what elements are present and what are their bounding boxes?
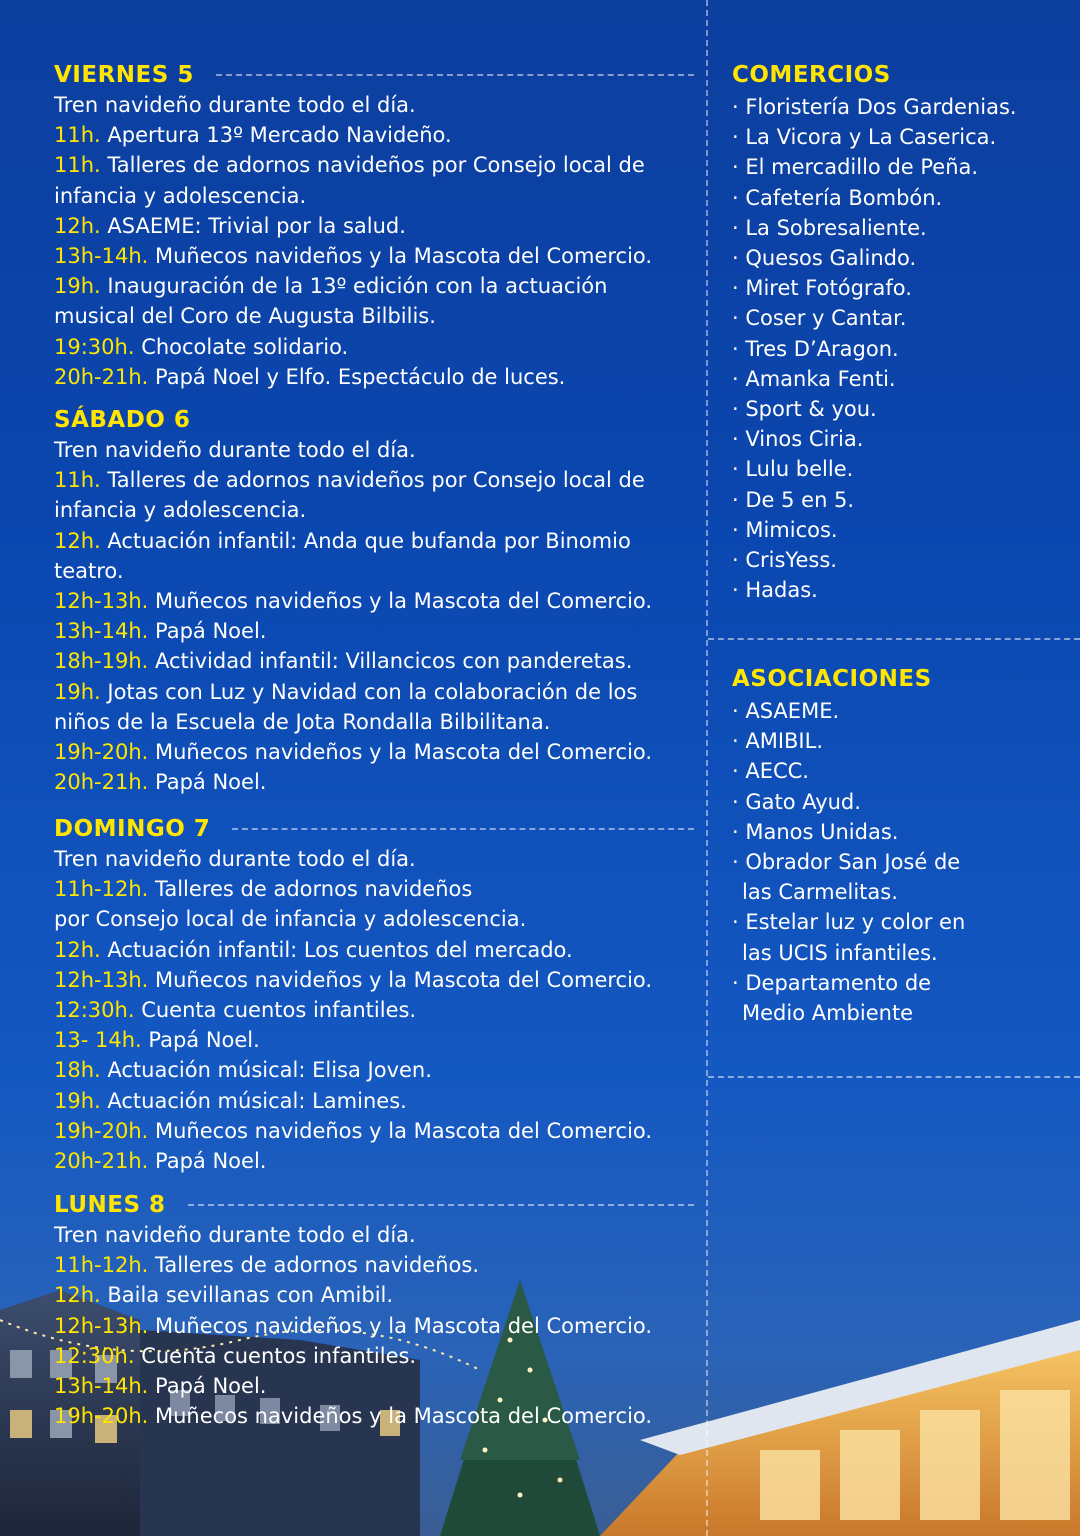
day-title: DOMINGO 7 <box>54 816 211 842</box>
event-description: Apertura 13º Mercado Navideño. <box>100 123 452 148</box>
comercios-item: · CrisYess. <box>732 548 837 573</box>
event-time: 11h. <box>54 123 101 148</box>
event-item <box>54 1220 694 1250</box>
event-item <box>54 1311 694 1341</box>
asociaciones-list <box>732 696 1052 1028</box>
dashed-divider <box>708 638 1080 640</box>
comercios-item: · Coser y Cantar. <box>732 306 907 331</box>
event-time: 12h-13h. <box>54 967 149 992</box>
comercios-item: · Hadas. <box>732 578 818 603</box>
event-description: Muñecos navideños y la Mascota del Comercio. <box>148 1313 653 1338</box>
event-time: 11h. <box>54 153 101 178</box>
event-time: 13h-14h. <box>54 619 149 644</box>
event-description: Tren navideño durante todo el día. <box>54 93 416 117</box>
dashed-divider <box>216 74 694 76</box>
event-time: 19h-20h. <box>54 1118 149 1143</box>
event-time: 20h-21h. <box>54 770 149 795</box>
event-item <box>54 737 694 767</box>
day-header <box>54 814 694 844</box>
comercios-item: · De 5 en 5. <box>732 487 855 512</box>
comercios-item: · El mercadillo de Peña. <box>732 155 979 180</box>
event-description: Talleres de adornos navideños por Consejo local de infancia y adolescencia. <box>54 468 645 523</box>
comercios-item: · La Vicora y La Caserica. <box>732 125 997 150</box>
event-item <box>54 1086 694 1116</box>
event-time: 13h-14h. <box>54 1374 149 1399</box>
asociaciones-item: · Obrador San José de las Carmelitas. <box>732 850 961 905</box>
event-item <box>54 767 694 797</box>
event-item <box>54 874 694 934</box>
event-time: 19h-20h. <box>54 740 149 765</box>
event-item <box>54 120 694 150</box>
event-description: Muñecos navideños y la Mascota del Comercio. <box>148 1118 653 1143</box>
event-time: 12h. <box>54 213 101 238</box>
event-item <box>54 271 694 331</box>
comercios-item: · Lulu belle. <box>732 457 854 482</box>
event-item <box>54 586 694 616</box>
comercios-item: · Quesos Galindo. <box>732 246 917 271</box>
event-time: 12h-13h. <box>54 1313 149 1338</box>
event-description: Muñecos navideños y la Mascota del Comercio. <box>148 1404 653 1429</box>
event-item <box>54 616 694 646</box>
event-item <box>54 465 694 525</box>
event-description: Muñecos navideños y la Mascota del Comercio. <box>148 740 653 765</box>
dashed-divider <box>232 828 694 830</box>
day-section-domingo <box>54 814 694 1176</box>
comercios-item: · Mimicos. <box>732 517 838 542</box>
event-time: 11h. <box>54 468 101 493</box>
event-description: Actividad infantil: Villancicos con panderetas. <box>148 649 633 674</box>
day-header <box>54 1190 694 1220</box>
event-description: Papá Noel. <box>148 770 267 795</box>
event-item <box>54 1341 694 1371</box>
event-description: Cuenta cuentos infantiles. <box>134 998 417 1023</box>
asociaciones-item: · Gato Ayud. <box>732 789 861 814</box>
event-description: Talleres de adornos navideños. <box>148 1253 479 1278</box>
event-item <box>54 965 694 995</box>
event-time: 11h-12h. <box>54 1253 149 1278</box>
event-list <box>54 435 694 797</box>
event-time: 18h. <box>54 1058 101 1083</box>
day-title: VIERNES 5 <box>54 62 194 88</box>
comercios-item: · Sport & you. <box>732 397 877 422</box>
comercios-title: COMERCIOS <box>732 62 891 88</box>
day-section-viernes <box>54 60 694 392</box>
comercios-list <box>732 92 1052 605</box>
dashed-divider <box>188 1204 694 1206</box>
event-item <box>54 1280 694 1310</box>
day-header <box>54 60 694 90</box>
event-description: Muñecos navideños y la Mascota del Comercio. <box>148 967 653 992</box>
event-description: Cuenta cuentos infantiles. <box>134 1343 417 1368</box>
event-item <box>54 150 694 210</box>
asociaciones-item: · Estelar luz y color en las UCIS infantiles. <box>732 910 966 965</box>
event-description: Actuación músical: Lamines. <box>100 1088 407 1113</box>
event-time: 19h. <box>54 1088 101 1113</box>
event-time: 12h. <box>54 528 101 553</box>
event-description: Tren navideño durante todo el día. <box>54 1223 416 1247</box>
event-description: Talleres de adornos navideños por Consejo local de infancia y adolescencia. <box>54 877 527 932</box>
event-description: Muñecos navideños y la Mascota del Comercio. <box>148 589 653 614</box>
event-description: Jotas con Luz y Navidad con la colaboración de los niños de la Escuela de Jota Rondalla Bilbilitana. <box>54 679 638 734</box>
event-description: Actuación infantil: Anda que bufanda por Binomio teatro. <box>54 528 631 583</box>
event-item <box>54 241 694 271</box>
event-time: 19h. <box>54 274 101 299</box>
event-description: Actuación infantil: Los cuentos del mercado. <box>100 937 573 962</box>
asociaciones-item: · AECC. <box>732 759 809 784</box>
event-item <box>54 526 694 586</box>
comercios-item: · Miret Fotógrafo. <box>732 276 912 301</box>
event-item <box>54 1371 694 1401</box>
day-title: SÁBADO 6 <box>54 407 191 433</box>
event-description: Baila sevillanas con Amibil. <box>100 1283 394 1308</box>
event-item <box>54 935 694 965</box>
event-description: Papá Noel. <box>148 1374 267 1399</box>
event-description: ASAEME: Trivial por la salud. <box>100 213 406 238</box>
event-list <box>54 90 694 392</box>
event-list <box>54 844 694 1176</box>
event-item <box>54 995 694 1025</box>
event-time: 13- 14h. <box>54 1028 142 1053</box>
event-time: 12h-13h. <box>54 589 149 614</box>
event-description: Papá Noel. <box>141 1028 260 1053</box>
event-time: 12:30h. <box>54 998 135 1023</box>
event-item <box>54 332 694 362</box>
event-time: 11h-12h. <box>54 877 149 902</box>
event-item <box>54 646 694 676</box>
comercios-item: · La Sobresaliente. <box>732 215 927 240</box>
event-item <box>54 362 694 392</box>
event-item <box>54 1025 694 1055</box>
event-time: 18h-19h. <box>54 649 149 674</box>
event-description: Chocolate solidario. <box>134 334 349 359</box>
event-time: 12:30h. <box>54 1343 135 1368</box>
day-title: LUNES 8 <box>54 1192 166 1218</box>
event-item <box>54 1146 694 1176</box>
event-list <box>54 1220 694 1431</box>
asociaciones-item: · AMIBIL. <box>732 729 824 754</box>
event-description: Actuación músical: Elisa Joven. <box>100 1058 432 1083</box>
event-item <box>54 1250 694 1280</box>
event-time: 19h. <box>54 679 101 704</box>
event-time: 20h-21h. <box>54 364 149 389</box>
day-header <box>54 405 694 435</box>
event-time: 12h. <box>54 1283 101 1308</box>
asociaciones-item: · Departamento de Medio Ambiente <box>732 970 932 1026</box>
event-description: Talleres de adornos navideños por Consejo local de infancia y adolescencia. <box>54 153 645 208</box>
dashed-divider <box>708 1076 1080 1078</box>
event-item <box>54 1401 694 1431</box>
event-item <box>54 1055 694 1085</box>
event-description: Muñecos navideños y la Mascota del Comercio. <box>148 244 653 269</box>
event-description: Papá Noel y Elfo. Espectáculo de luces. <box>148 364 566 389</box>
event-item <box>54 677 694 737</box>
column-divider <box>706 0 708 1536</box>
event-description: Tren navideño durante todo el día. <box>54 438 416 462</box>
comercios-item: · Tres D’Aragon. <box>732 336 899 361</box>
event-time: 13h-14h. <box>54 244 149 269</box>
asociaciones-item: · ASAEME. <box>732 699 840 723</box>
comercios-item: · Vinos Ciria. <box>732 427 864 452</box>
event-time: 19h-20h. <box>54 1404 149 1429</box>
event-description: Tren navideño durante todo el día. <box>54 847 416 871</box>
event-item <box>54 211 694 241</box>
day-section-sabado <box>54 405 694 797</box>
event-description: Papá Noel. <box>148 1149 267 1174</box>
event-time: 12h. <box>54 937 101 962</box>
event-time: 20h-21h. <box>54 1149 149 1174</box>
asociaciones-item: · Manos Unidas. <box>732 819 899 844</box>
day-section-lunes <box>54 1190 694 1431</box>
event-description: Papá Noel. <box>148 619 267 644</box>
comercios-item: · Floristería Dos Gardenias. <box>732 95 1017 119</box>
asociaciones-title: ASOCIACIONES <box>732 666 932 692</box>
comercios-item: · Amanka Fenti. <box>732 366 896 391</box>
event-time: 19:30h. <box>54 334 135 359</box>
event-item <box>54 1116 694 1146</box>
event-description: Inauguración de la 13º edición con la actuación musical del Coro de Augusta Bilbilis. <box>54 274 608 329</box>
comercios-section <box>732 58 1052 605</box>
event-item <box>54 90 694 120</box>
event-item <box>54 435 694 465</box>
event-item <box>54 844 694 874</box>
asociaciones-section <box>732 662 1052 1028</box>
comercios-item: · Cafetería Bombón. <box>732 185 943 210</box>
